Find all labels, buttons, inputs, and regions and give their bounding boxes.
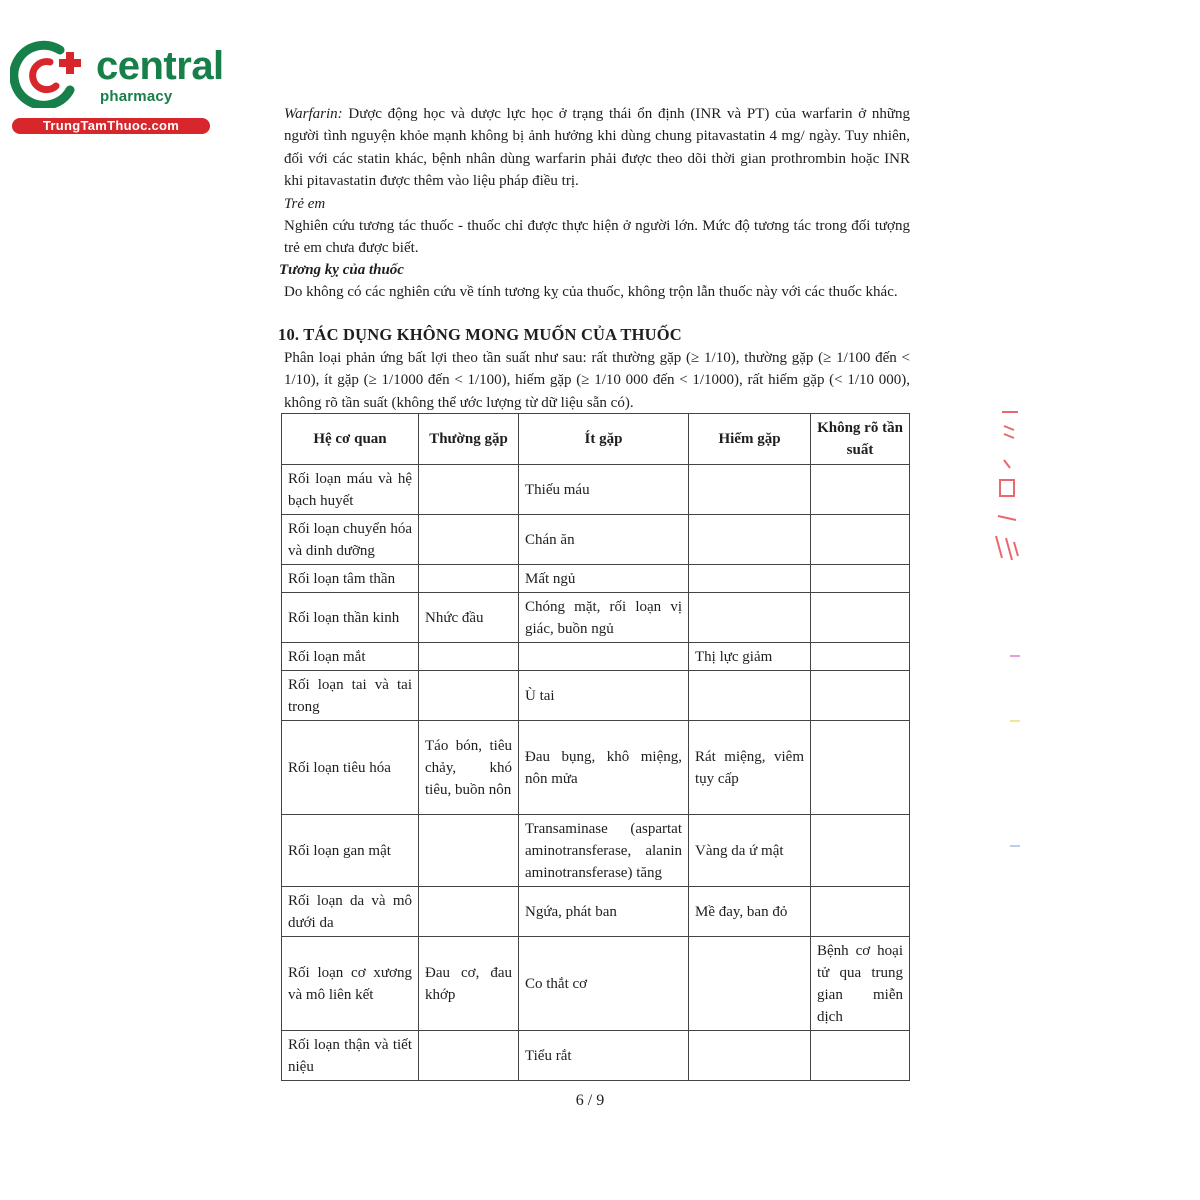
brand-subtitle: pharmacy: [100, 88, 173, 105]
cell-common: [419, 1031, 519, 1081]
table-header-row: [282, 414, 910, 465]
cell-uncommon: Transaminase (aspartat aminotransferase, alanin aminotransferase) tăng: [519, 815, 689, 887]
table-row: [282, 815, 910, 887]
cell-uncommon: Ù tai: [519, 671, 689, 721]
classification-text: Phân loại phản ứng bất lợi theo tần suất như sau: rất thường gặp (≥ 1/10), thường gặp (≥ 1/100 đến < 1/10), ít gặp (≥ 1/1000 đến < 1/100), hiếm gặp (≥ 1/10 000 đến < 1/1000), rất hiếm gặp (< 1/10 000), không rõ tần suất (không thể ước lượng từ dữ liệu sẵn có).: [284, 350, 910, 411]
table-body: [282, 465, 910, 1081]
stamp-mark-icon: [990, 408, 1020, 568]
cell-uncommon: Ngứa, phát ban: [519, 887, 689, 937]
header-uncommon: Ít gặp: [519, 414, 689, 465]
cell-common: [419, 643, 519, 671]
cell-unknown: [811, 815, 910, 887]
cell-common: [419, 887, 519, 937]
cell-rare: Rát miệng, viêm tụy cấp: [689, 721, 811, 815]
cell-rare: Vàng da ứ mật: [689, 815, 811, 887]
cell-rare: Mề đay, ban đỏ: [689, 887, 811, 937]
table-row: [282, 593, 910, 643]
cell-unknown: [811, 465, 910, 515]
cell-common: Táo bón, tiêu chảy, khó tiêu, buồn nôn: [419, 721, 519, 815]
cell-rare: [689, 515, 811, 565]
table-row: [282, 721, 910, 815]
cell-unknown: [811, 887, 910, 937]
brand-name: central: [96, 44, 224, 88]
table-row: [282, 1031, 910, 1081]
margin-mark: [1010, 655, 1020, 657]
cell-uncommon: Thiếu máu: [519, 465, 689, 515]
header-organ-system: Hệ cơ quan: [282, 414, 419, 465]
cell-uncommon: [519, 643, 689, 671]
cell-unknown: [811, 721, 910, 815]
cell-organ-system: Rối loạn da và mô dưới da: [282, 887, 419, 937]
cell-organ-system: Rối loạn chuyển hóa và dinh dưỡng: [282, 515, 419, 565]
adverse-effects-table: [281, 413, 910, 1081]
warfarin-label: Warfarin:: [284, 106, 343, 122]
cell-common: [419, 515, 519, 565]
children-title: Trẻ em: [284, 196, 326, 212]
cell-rare: [689, 593, 811, 643]
brand-url: TrungTamThuoc.com: [12, 118, 210, 134]
cell-uncommon: Chóng mặt, rối loạn vị giác, buồn ngủ: [519, 593, 689, 643]
cell-organ-system: Rối loạn cơ xương và mô liên kết: [282, 937, 419, 1031]
cell-rare: [689, 565, 811, 593]
cell-rare: [689, 1031, 811, 1081]
header-unknown: Không rõ tần suất: [811, 414, 910, 465]
warfarin-paragraph: [284, 103, 910, 193]
cell-organ-system: Rối loạn gan mật: [282, 815, 419, 887]
cell-rare: [689, 465, 811, 515]
cell-organ-system: Rối loạn tiêu hóa: [282, 721, 419, 815]
cell-organ-system: Rối loạn tai và tai trong: [282, 671, 419, 721]
cell-uncommon: Mất ngủ: [519, 565, 689, 593]
table-row: [282, 887, 910, 937]
header-common: Thường gặp: [419, 414, 519, 465]
cell-organ-system: Rối loạn máu và hệ bạch huyết: [282, 465, 419, 515]
cell-common: Đau cơ, đau khớp: [419, 937, 519, 1031]
page-number: 6 / 9: [575, 1092, 605, 1109]
warfarin-text: Dược động học và dược lực học ở trạng thái ổn định (INR và PT) của warfarin ở những người tình nguyện khỏe mạnh không bị ảnh hưởng khi dùng chung pitavastatin 4 mg/ ngày. Tuy nhiên, đối với các statin khác, bệnh nhân dùng warfarin phải được theo dõi thời gian prothrombin hoặc INR khi pitavastatin được thêm vào liệu pháp điều trị.: [284, 106, 910, 190]
cell-rare: [689, 671, 811, 721]
cell-unknown: Bệnh cơ hoại tử qua trung gian miễn dịch: [811, 937, 910, 1031]
cell-organ-system: Rối loạn thần kinh: [282, 593, 419, 643]
header-rare: Hiếm gặp: [689, 414, 811, 465]
cell-uncommon: Chán ăn: [519, 515, 689, 565]
section-heading: 10. TÁC DỤNG KHÔNG MONG MUỐN CỦA THUỐC: [278, 325, 682, 344]
table-row: [282, 465, 910, 515]
cell-common: [419, 565, 519, 593]
cell-organ-system: Rối loạn tâm thần: [282, 565, 419, 593]
table-row: [282, 671, 910, 721]
cell-uncommon: Co thắt cơ: [519, 937, 689, 1031]
cell-rare: Thị lực giảm: [689, 643, 811, 671]
cell-common: Nhức đầu: [419, 593, 519, 643]
cell-unknown: [811, 515, 910, 565]
incompat-text: Do không có các nghiên cứu về tính tương kỵ của thuốc, không trộn lẫn thuốc này với các thuốc khác.: [284, 284, 898, 300]
cell-common: [419, 465, 519, 515]
cell-uncommon: Đau bụng, khô miệng, nôn mửa: [519, 721, 689, 815]
children-text: Nghiên cứu tương tác thuốc - thuốc chỉ được thực hiện ở người lớn. Mức độ tương tác trong đối tượng trẻ em chưa được biết.: [284, 218, 910, 257]
cell-unknown: [811, 643, 910, 671]
incompat-title: Tương kỵ của thuốc: [279, 262, 404, 278]
cell-common: [419, 671, 519, 721]
cell-uncommon: Tiểu rắt: [519, 1031, 689, 1081]
cell-unknown: [811, 593, 910, 643]
table-row: [282, 643, 910, 671]
table-row: [282, 937, 910, 1031]
cell-common: [419, 815, 519, 887]
cell-unknown: [811, 1031, 910, 1081]
margin-mark: [1010, 720, 1020, 722]
cell-organ-system: Rối loạn thận và tiết niệu: [282, 1031, 419, 1081]
cell-rare: [689, 937, 811, 1031]
brand-logo: [10, 38, 230, 138]
table-row: [282, 515, 910, 565]
cell-unknown: [811, 565, 910, 593]
pharmacy-logo-icon: [10, 38, 88, 108]
table-row: [282, 565, 910, 593]
cell-organ-system: Rối loạn mắt: [282, 643, 419, 671]
margin-mark: [1010, 845, 1020, 847]
cell-unknown: [811, 671, 910, 721]
